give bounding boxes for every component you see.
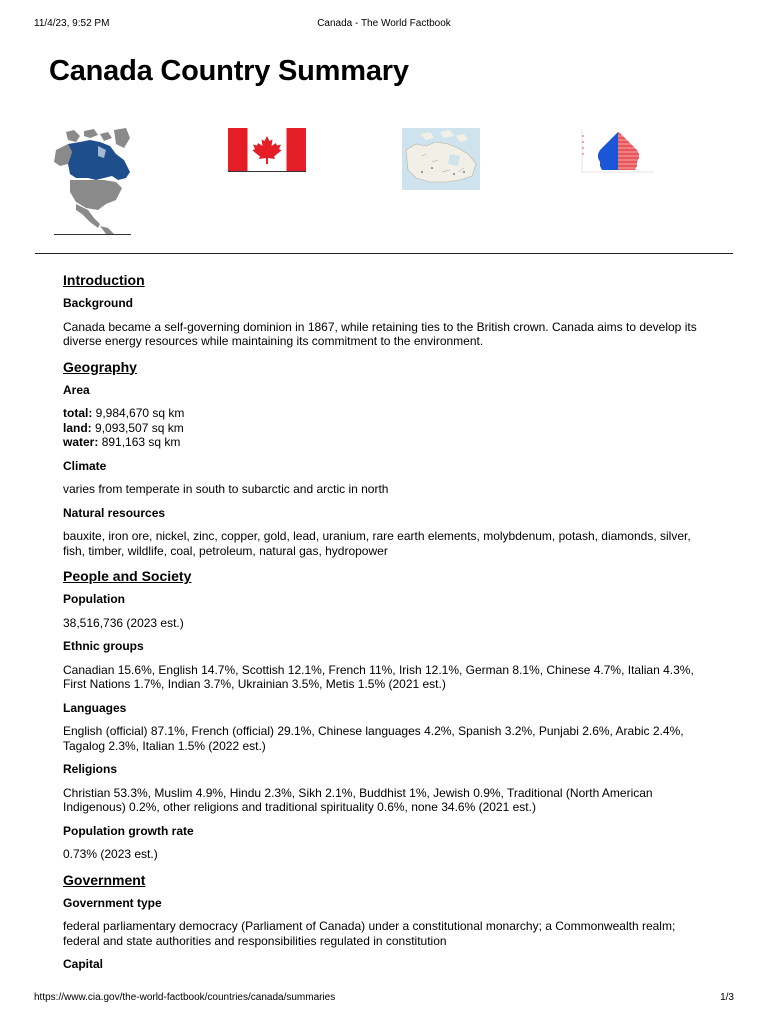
section-title-introduction[interactable]: Introduction xyxy=(63,272,145,288)
country-map-icon[interactable] xyxy=(402,128,480,190)
field-label-capital: Capital xyxy=(63,957,104,971)
field-label-religions: Religions xyxy=(63,762,118,776)
locator-map-icon[interactable] xyxy=(54,128,131,235)
divider xyxy=(35,253,733,254)
area-total-label: total: xyxy=(63,406,93,420)
field-text-languages: English (official) 87.1%, French (official) 29.1%, Chinese languages 4.2%, Spanish 3.2%, Punjabi 2.6%, Arabic 2.4%, Tagalog 2.3%, Italian 1.5% (2022 est.) xyxy=(63,724,684,753)
field-label-ethnic-groups: Ethnic groups xyxy=(63,639,144,653)
field-label-languages: Languages xyxy=(63,700,127,715)
field-text-population-growth-rate: 0.73% (2023 est.) xyxy=(63,847,158,861)
field-label-population: Population xyxy=(63,592,125,606)
field-text-area xyxy=(63,406,713,450)
print-url[interactable]: https://www.cia.gov/the-world-factbook/countries/canada/summaries xyxy=(34,992,336,1003)
area-water-row xyxy=(63,435,713,450)
area-total-value: 9,984,670 sq km xyxy=(95,406,185,420)
section-title-government[interactable]: Government xyxy=(63,871,146,888)
field-text-climate: varies from temperate in south to subarctic and arctic in north xyxy=(63,482,389,496)
area-land-value: 9,093,507 sq km xyxy=(95,420,184,435)
section-introduction xyxy=(63,271,713,349)
section-geography xyxy=(63,358,713,559)
area-water-value: 891,163 sq km xyxy=(101,435,181,449)
area-land-row xyxy=(63,421,713,436)
field-text-religions: Christian 53.3%, Muslim 4.9%, Hindu 2.3%, Sikh 2.1%, Buddhist 1%, Jewish 0.9%, Traditional (North American Indigenous) 0.2%, other religions and traditional spirituality 0.6%, none 34.6% (2021 est.) xyxy=(63,785,653,814)
print-footer xyxy=(34,992,734,1006)
section-people-and-society xyxy=(63,567,713,862)
field-label-area: Area xyxy=(63,382,90,397)
flag-icon[interactable] xyxy=(228,128,306,172)
page-number: 1/3 xyxy=(720,992,734,1003)
print-datetime: 11/4/23, 9:52 PM xyxy=(34,18,110,29)
field-text-ethnic-groups: Canadian 15.6%, English 14.7%, Scottish 12.1%, French 11%, Irish 12.1%, German 8.1%, Chinese 4.7%, Italian 4.3%, First Nations 1.7%, Indian 3.7%, Ukrainian 3.5%, Metis 1.5% (2021 est.) xyxy=(63,662,694,691)
print-header xyxy=(34,18,734,32)
area-total-row xyxy=(63,406,713,421)
page-title: Canada Country Summary xyxy=(49,55,409,87)
section-government xyxy=(63,871,713,972)
population-pyramid-icon[interactable] xyxy=(578,128,656,178)
field-label-climate: Climate xyxy=(63,458,107,473)
summary-content xyxy=(63,271,713,981)
print-page-title: Canada - The World Factbook xyxy=(317,18,451,29)
field-text-natural-resources: bauxite, iron ore, nickel, zinc, copper, gold, lead, uranium, rare earth elements, molybdenum, potash, diamonds, silver, fish, timber, wildlife, coal, petroleum, natural gas, hydropower xyxy=(63,529,691,558)
field-text-government-type: federal parliamentary democracy (Parliament of Canada) under a constitutional monarchy; a Commonwealth realm; federal and state authorities and responsibilities regulated in constitution xyxy=(63,919,676,948)
area-land-label: land: xyxy=(63,420,92,435)
field-text-background: Canada became a self-governing dominion in 1867, while retaining ties to the British crown. Canada aims to develop its diverse energy resources while maintaining its commitment to the environment. xyxy=(63,319,697,348)
section-title-people-and-society[interactable]: People and Society xyxy=(63,568,192,584)
image-gallery xyxy=(0,128,768,238)
field-text-population: 38,516,736 (2023 est.) xyxy=(63,615,184,630)
field-label-government-type: Government type xyxy=(63,895,162,910)
field-label-background: Background xyxy=(63,296,134,310)
section-title-geography[interactable]: Geography xyxy=(63,358,137,375)
field-label-population-growth-rate: Population growth rate xyxy=(63,823,194,838)
field-label-natural-resources: Natural resources xyxy=(63,505,166,520)
area-water-label: water: xyxy=(63,435,99,449)
